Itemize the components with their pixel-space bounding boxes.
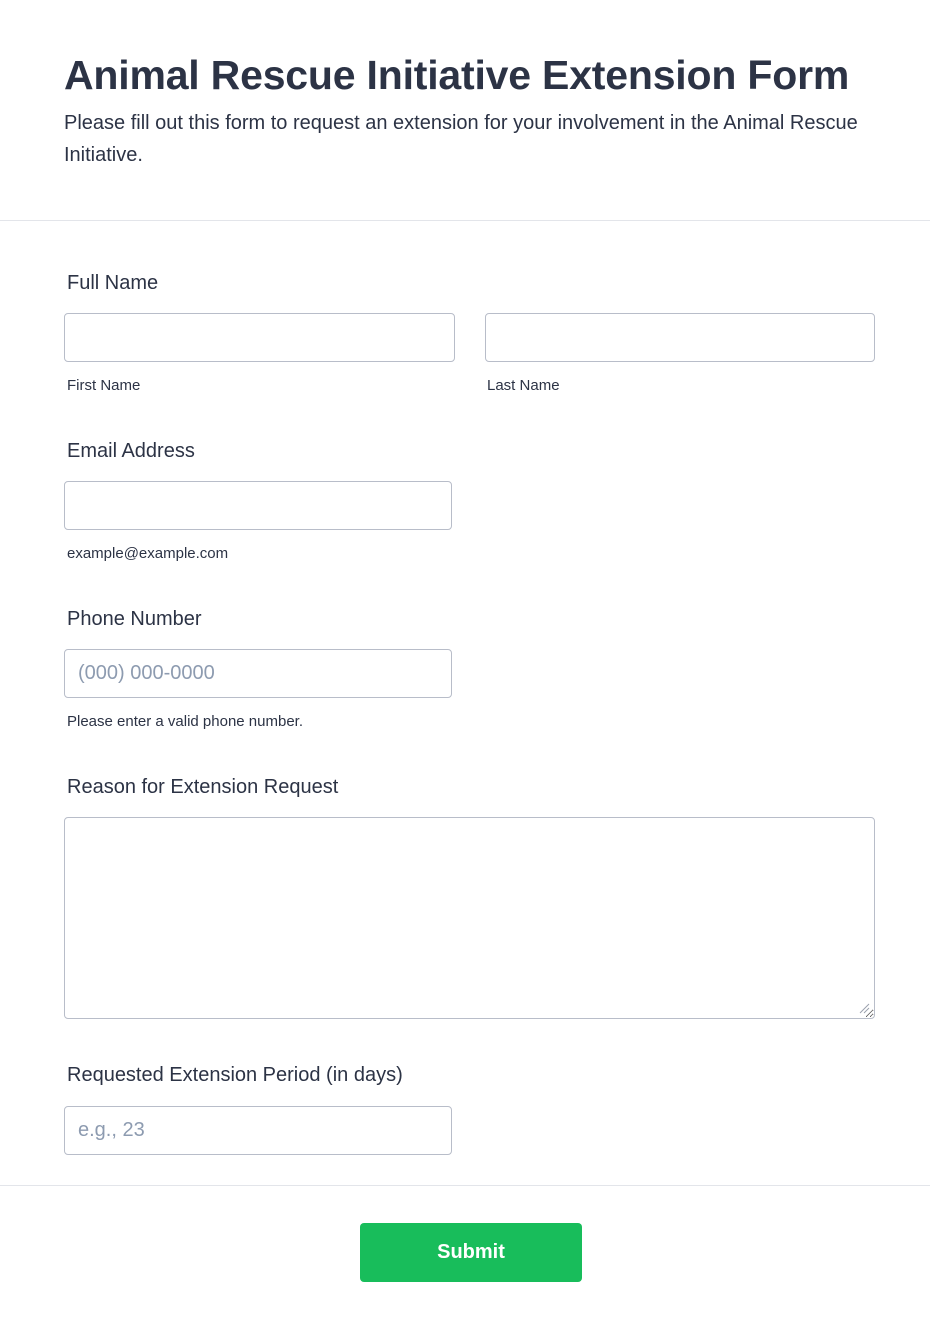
reason-textarea[interactable] — [64, 817, 875, 1019]
form-title: Animal Rescue Initiative Extension Form — [64, 52, 850, 98]
first-name-input[interactable] — [64, 313, 455, 362]
phone-input[interactable] — [64, 649, 452, 698]
full-name-label: Full Name — [67, 272, 159, 294]
phone-label: Phone Number — [67, 608, 202, 630]
resize-grip-icon[interactable] — [859, 1003, 870, 1014]
reason-label: Reason for Extension Request — [67, 776, 339, 798]
first-name-sublabel: First Name — [67, 377, 141, 394]
last-name-input[interactable] — [485, 313, 875, 362]
phone-sublabel: Please enter a valid phone number. — [67, 713, 303, 730]
email-input[interactable] — [64, 481, 452, 530]
footer-divider — [0, 1185, 930, 1186]
submit-button[interactable]: Submit — [360, 1223, 582, 1282]
form-description: Please fill out this form to request an extension for your involvement in the Animal Rescue Initiative. — [64, 112, 858, 166]
period-label: Requested Extension Period (in days) — [67, 1064, 403, 1086]
email-label: Email Address — [67, 440, 195, 462]
form-header — [0, 0, 930, 221]
last-name-sublabel: Last Name — [487, 377, 560, 394]
period-input[interactable] — [64, 1106, 452, 1155]
email-sublabel: example@example.com — [67, 545, 229, 562]
